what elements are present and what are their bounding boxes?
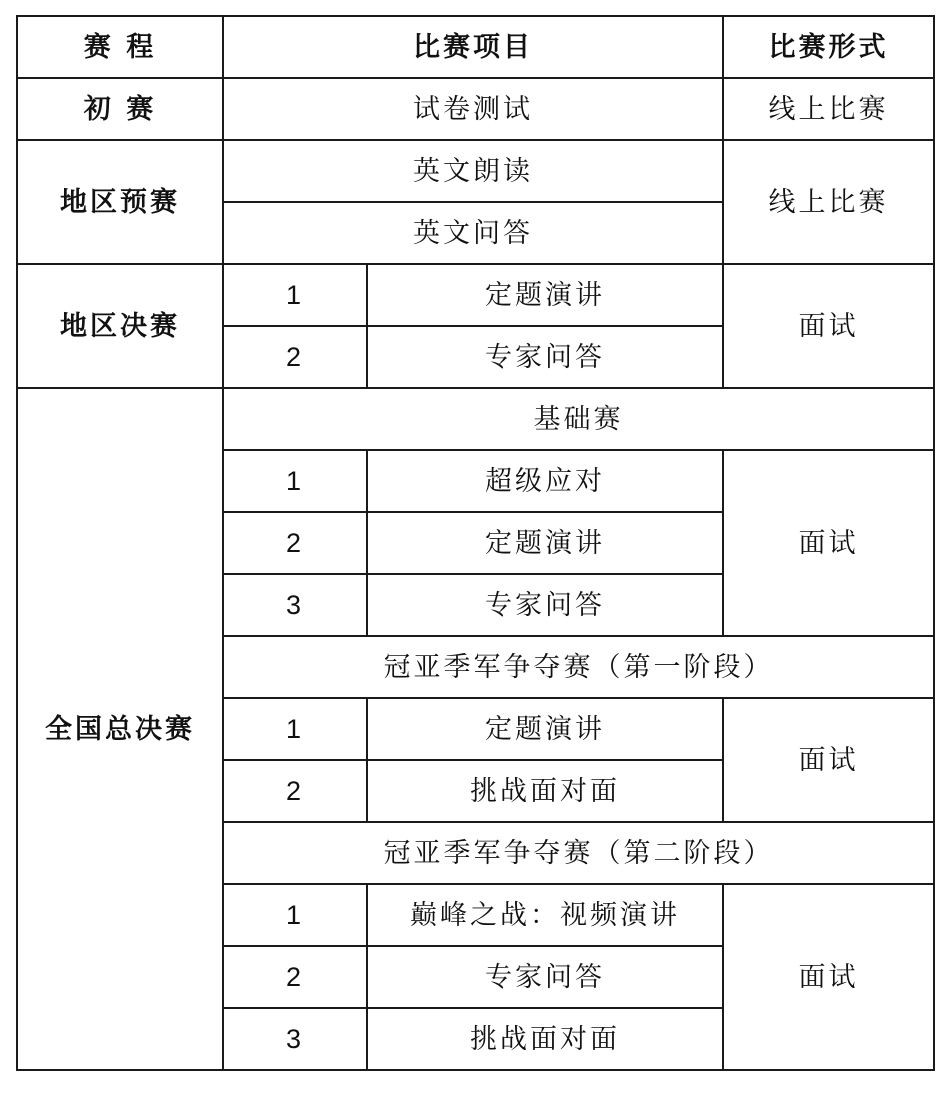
item-cell: 超级应对 <box>367 450 723 512</box>
format-cell: 面试 <box>723 884 934 1070</box>
section-title-basic: 基础赛 <box>223 388 934 450</box>
format-cell: 线上比赛 <box>723 140 934 264</box>
item-number: 1 <box>223 450 367 512</box>
header-row <box>17 16 934 78</box>
item-number: 2 <box>223 760 367 822</box>
item-cell: 定题演讲 <box>367 698 723 760</box>
item-cell: 专家问答 <box>367 326 723 388</box>
stage-regional-prelim: 地区预赛 <box>17 140 223 264</box>
format-cell: 线上比赛 <box>723 78 934 140</box>
item-number: 3 <box>223 1008 367 1070</box>
item-cell: 试卷测试 <box>223 78 723 140</box>
table-row <box>17 140 934 202</box>
item-number: 1 <box>223 884 367 946</box>
item-number: 2 <box>223 512 367 574</box>
item-cell: 定题演讲 <box>367 512 723 574</box>
item-cell: 巅峰之战：视频演讲 <box>367 884 723 946</box>
competition-schedule-table <box>16 15 935 1071</box>
item-number: 3 <box>223 574 367 636</box>
format-cell: 面试 <box>723 264 934 388</box>
item-cell: 挑战面对面 <box>367 1008 723 1070</box>
header-item: 比赛项目 <box>223 16 723 78</box>
item-cell: 英文问答 <box>223 202 723 264</box>
format-cell: 面试 <box>723 450 934 636</box>
item-cell: 专家问答 <box>367 946 723 1008</box>
item-number: 2 <box>223 326 367 388</box>
item-cell: 专家问答 <box>367 574 723 636</box>
stage-national-final: 全国总决赛 <box>17 388 223 1070</box>
header-format: 比赛形式 <box>723 16 934 78</box>
stage-regional-final: 地区决赛 <box>17 264 223 388</box>
section-title-champion-stage1: 冠亚季军争夺赛（第一阶段） <box>223 636 934 698</box>
table-row <box>17 264 934 326</box>
table-row <box>17 388 934 450</box>
item-cell: 英文朗读 <box>223 140 723 202</box>
item-cell: 定题演讲 <box>367 264 723 326</box>
item-number: 2 <box>223 946 367 1008</box>
format-cell: 面试 <box>723 698 934 822</box>
item-number: 1 <box>223 264 367 326</box>
section-title-champion-stage2: 冠亚季军争夺赛（第二阶段） <box>223 822 934 884</box>
header-stage: 赛 程 <box>17 16 223 78</box>
item-number: 1 <box>223 698 367 760</box>
table-row <box>17 78 934 140</box>
stage-preliminary: 初 赛 <box>17 78 223 140</box>
item-cell: 挑战面对面 <box>367 760 723 822</box>
